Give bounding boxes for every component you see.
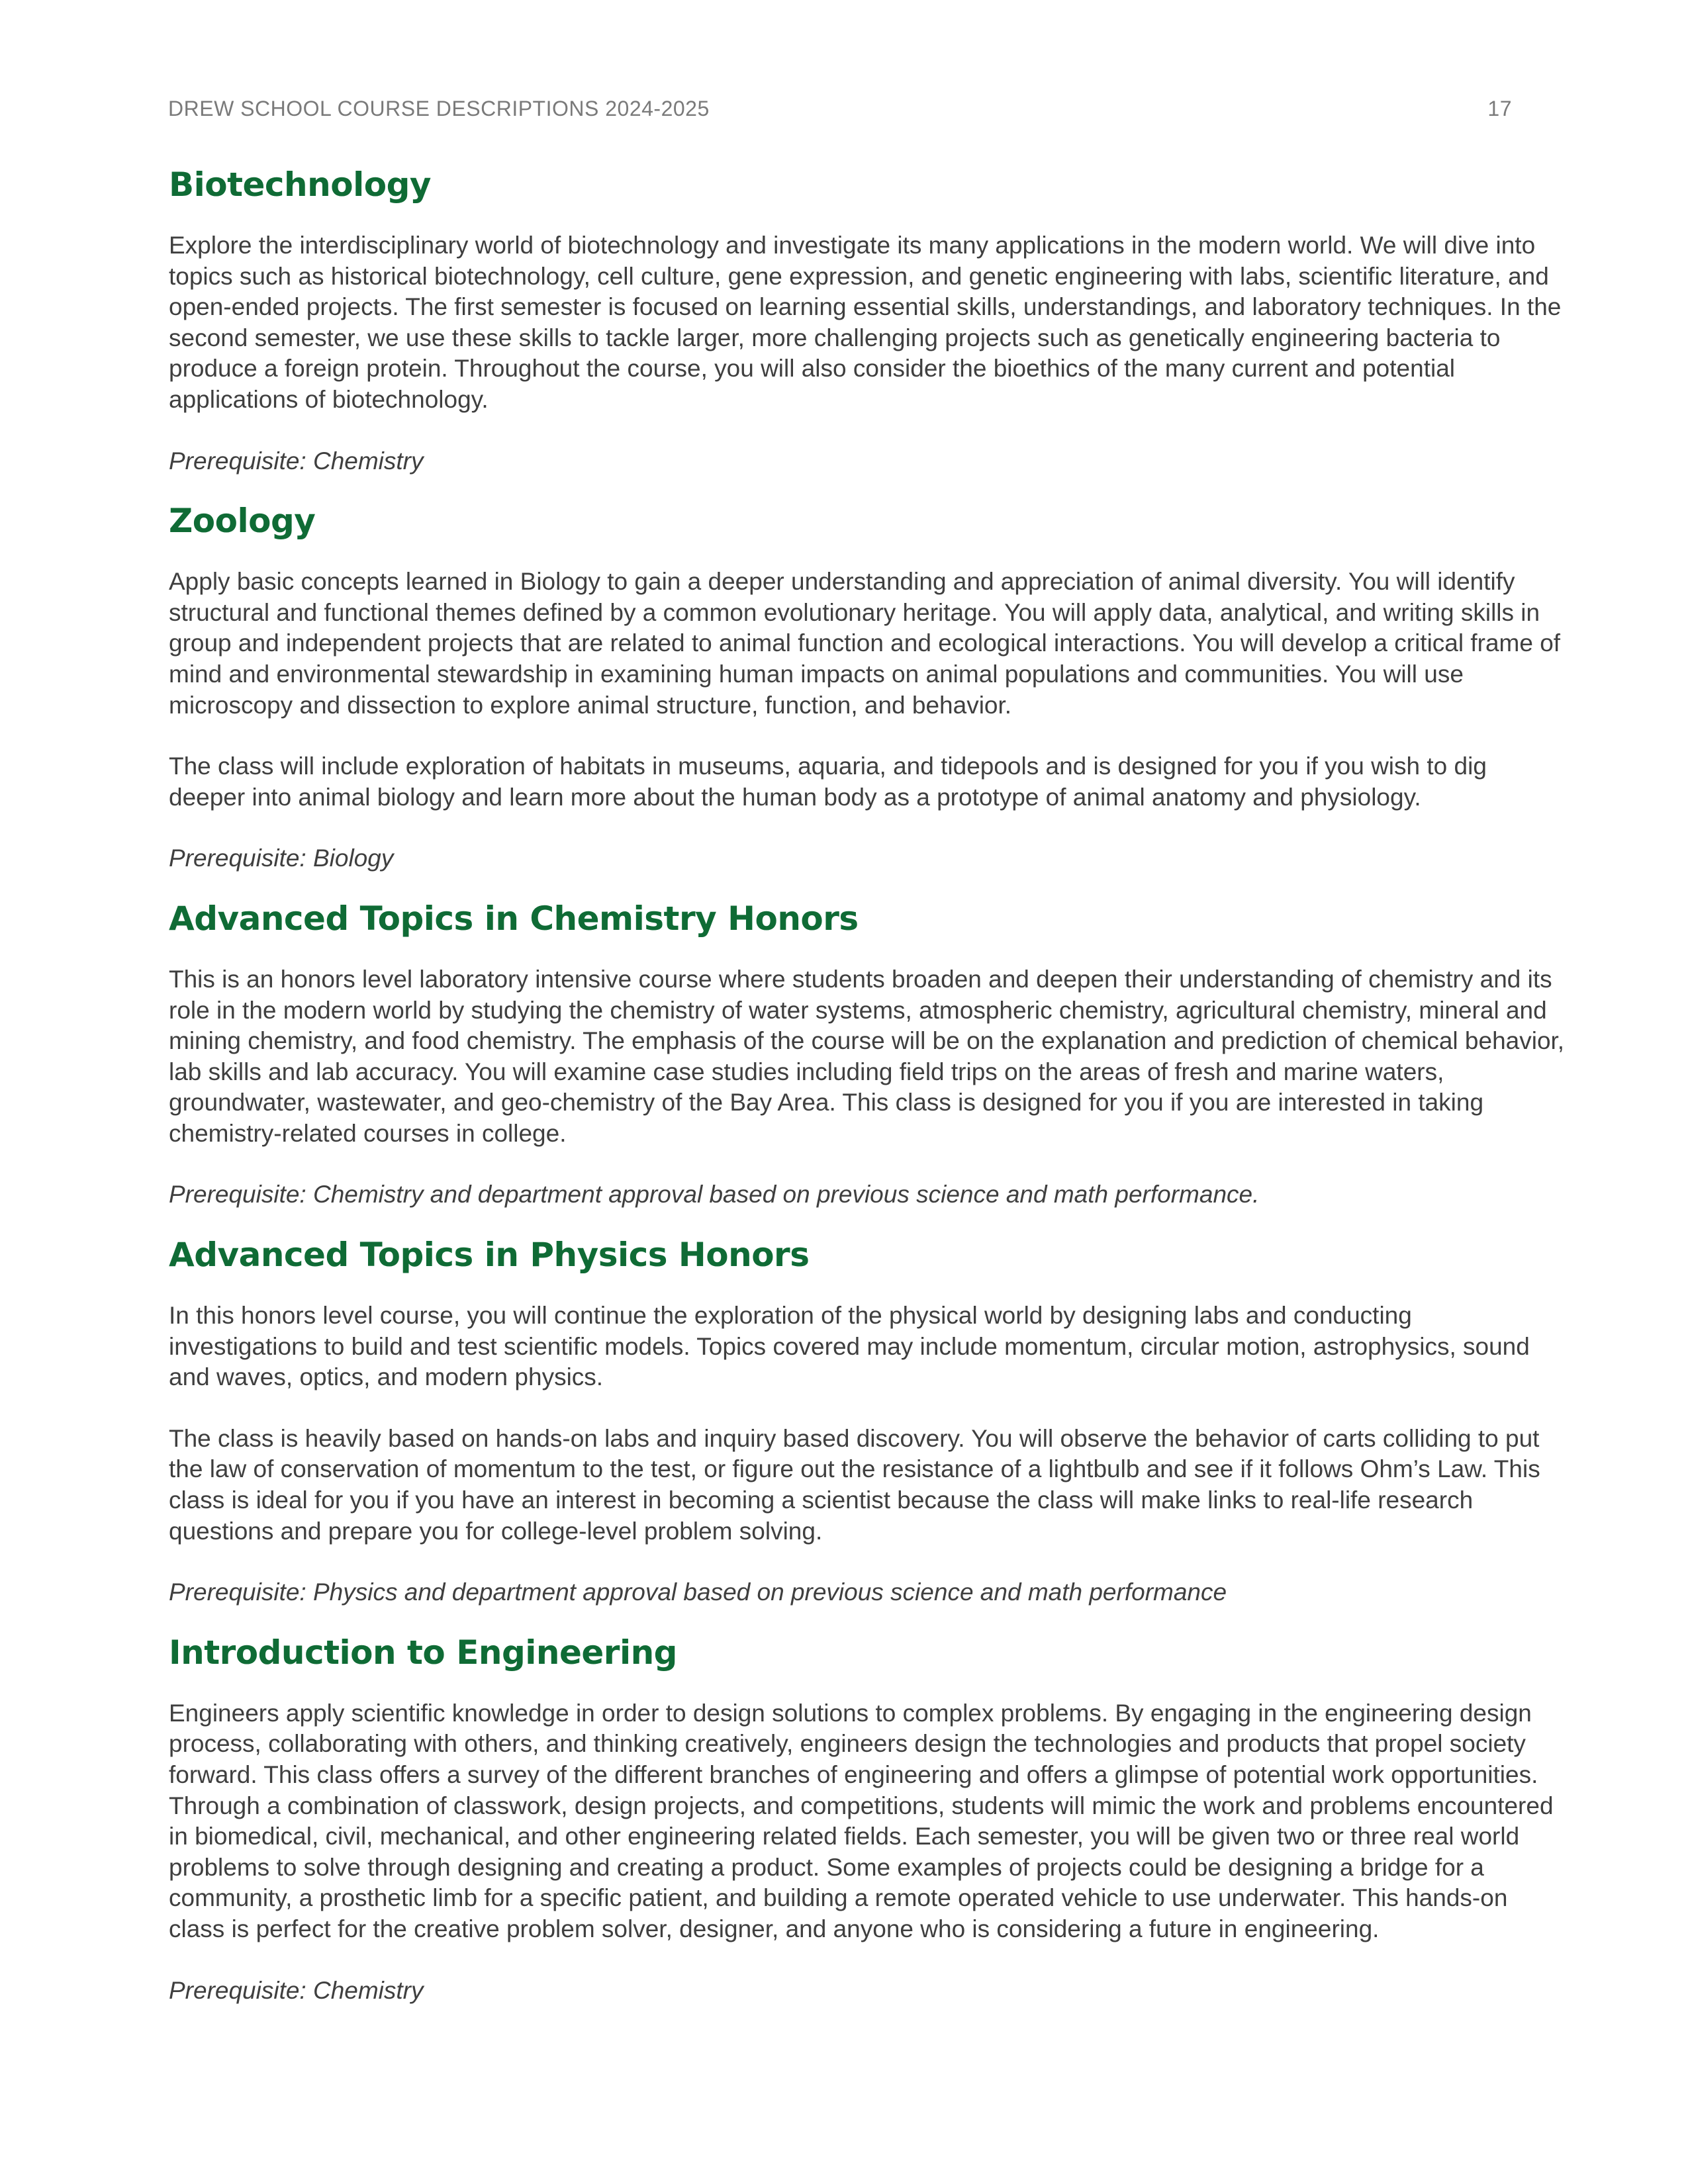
course-list [169,163,1566,2028]
course-prerequisite: Prerequisite: Chemistry [169,1976,424,2004]
course-description: Apply basic concepts learned in Biology to gain a deeper understanding and appreciation of animal diversity. You will identify structural and functional themes defined by a common evolutionary heritage. You will apply data, analytical, and writing skills in group and independent projects that are related to animal function and ecological interactions. You will develop a critical frame of mind and environmental stewardship in examining human impacts on animal populations and communities. You will use microscopy and dissection to explore animal structure, function, and behavior. [169,568,1561,719]
course-advanced-physics-honors [169,1233,1566,1608]
course-description: Explore the interdisciplinary world of biotechnology and investigate its many applications in the modern world. We will dive into topics such as historical biotechnology, cell culture, gene expression, and genetic engineering with labs, scientific literature, and open-ended projects. The first semester is focused on learning essential skills, understandings, and laboratory techniques. In the second semester, we use these skills to tackle larger, more challenging projects such as genetically engineering bacteria to produce a foreign protein. Throughout the course, you will also consider the bioethics of the many current and potential applications of biotechnology. [169,232,1562,413]
page-number: 17 [1487,97,1512,120]
course-advanced-chemistry-honors [169,897,1566,1210]
document-title: DREW SCHOOL COURSE DESCRIPTIONS 2024-2025 [168,97,710,120]
running-header [168,97,1512,126]
course-description: This is an honors level laboratory intensive course where students broaden and deepen their understanding of chemistry and its role in the modern world by studying the chemistry of water systems, atmospheric chemistry, agricultural chemistry, mineral and mining chemistry, and food chemistry. The emphasis of the course will be on the explanation and prediction of chemical behavior, lab skills and lab accuracy. You will examine case studies including field trips on the areas of fresh and marine waters, groundwater, wastewater, and geo-chemistry of the Bay Area. This class is designed for you if you are interested in taking chemistry-related courses in college. [169,965,1565,1147]
course-prerequisite: Prerequisite: Chemistry [169,447,424,475]
course-biotechnology [169,163,1566,477]
course-title: Biotechnology [169,165,431,204]
course-zoology [169,499,1566,874]
course-prerequisite: Prerequisite: Chemistry and department approval based on previous science and math performance. [169,1181,1260,1208]
course-prerequisite: Prerequisite: Biology [169,844,394,872]
course-description: The class will include exploration of habitats in museums, aquaria, and tidepools and is designed for you if you wish to dig deeper into animal biology and learn more about the human body as a prototype of animal anatomy and physiology. [169,752,1487,811]
course-prerequisite: Prerequisite: Physics and department approval based on previous science and math performance [169,1578,1227,1606]
course-title: Introduction to Engineering [169,1633,677,1672]
course-title: Zoology [169,502,316,541]
course-description: In this honors level course, you will continue the exploration of the physical world by designing labs and conducting investigations to build and test scientific models. Topics covered may include momentum, circular motion, astrophysics, sound and waves, optics, and modern physics. [169,1302,1530,1391]
course-title: Advanced Topics in Chemistry Honors [169,899,859,938]
course-title: Advanced Topics in Physics Honors [169,1236,810,1275]
course-intro-engineering [169,1631,1566,2006]
course-description: Engineers apply scientific knowledge in order to design solutions to complex problems. By engaging in the engineering design process, collaborating with others, and thinking creatively, engineers design the technologies and products that propel society forward. This class offers a survey of the different branches of engineering and offers a glimpse of potential work opportunities. Through a combination of classwork, design projects, and competitions, students will mimic the work and problems encountered in biomedical, civil, mechanical, and other engineering related fields. Each semester, you will be given two or three real world problems to solve through designing and creating a product. Some examples of projects could be designing a bridge for a community, a prosthetic limb for a specific patient, and building a remote operated vehicle to use underwater. This hands-on class is perfect for the creative problem solver, designer, and anyone who is considering a future in engineering. [169,1699,1554,1942]
course-description: The class is heavily based on hands-on labs and inquiry based discovery. You will observe the behavior of carts colliding to put the law of conservation of momentum to the test, or figure out the resistance of a lightbulb and see if it follows Ohm’s Law. This class is ideal for you if you have an interest in becoming a scientist because the class will make links to real-life research questions and prepare you for college-level problem solving. [169,1424,1540,1545]
